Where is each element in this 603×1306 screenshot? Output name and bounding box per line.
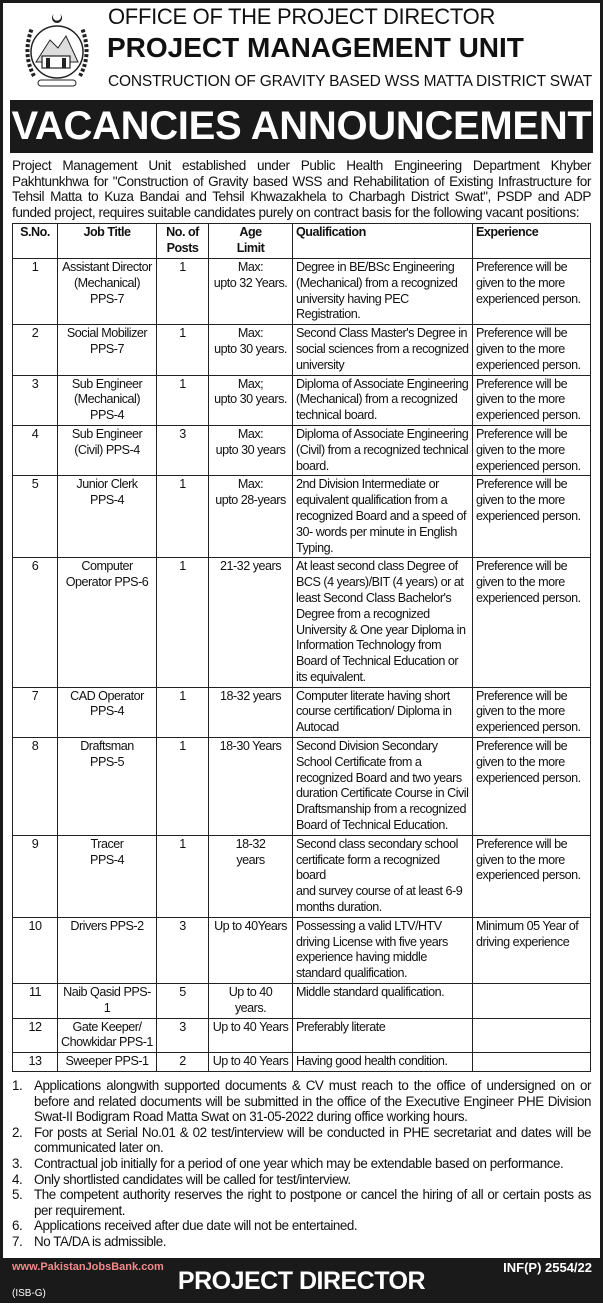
header-sno: S.No. [13, 224, 58, 259]
note-item [12, 1218, 591, 1234]
signatory: PROJECT DIRECTOR [177, 1266, 426, 1295]
cell-posts: 3 [157, 425, 209, 475]
cell-qualification: Diploma of Associate Engineering (Mechanical) from a recognized technical board. [293, 375, 473, 425]
table-header-row [13, 224, 591, 259]
note-number: 2. [12, 1124, 23, 1140]
cell-age: Up to 40 years. [209, 984, 293, 1019]
cell-experience: Preference will be given to the more experienced person. [473, 687, 591, 737]
header-age: Age Limit [209, 224, 293, 259]
cell-age: Up to 40 Years [209, 1018, 293, 1053]
note-text: Contractual job initially for a period of one year which may be extendable based on performance. [34, 1155, 564, 1171]
cell-experience: Preference will be given to the more experienced person. [473, 476, 591, 558]
cell-job-title: Tracer PPS-4 [58, 835, 157, 917]
cell-experience: Minimum 05 Year of driving experience [473, 917, 591, 983]
cell-experience: Preference will be given to the more experienced person. [473, 258, 591, 324]
notes-list [12, 1078, 591, 1258]
cell-sno: 5 [13, 476, 58, 558]
ad-body [0, 156, 603, 1258]
cell-sno: 4 [13, 425, 58, 475]
cell-posts: 1 [157, 558, 209, 687]
cell-qualification: Middle standard qualification. [293, 984, 473, 1019]
cell-posts: 1 [157, 325, 209, 375]
note-text: For posts at Serial No.01 & 02 test/interview will be conducted in PHE secretariat and dates will be communicated later on. [34, 1124, 591, 1156]
table-row [13, 984, 591, 1019]
footer-band [3, 1258, 600, 1303]
cell-sno: 9 [13, 835, 58, 917]
table-row [13, 1053, 591, 1072]
cell-qualification: 2nd Division Intermediate or equivalent qualification from a recognized Board and a speed of 30- words per minute in English Typing. [293, 476, 473, 558]
cell-job-title: Social Mobilizer PPS-7 [58, 325, 157, 375]
note-text: Applications alongwith supported documents & CV must reach to the office of undersigned on or before and related documents will be submitted in the office of the Executive Engineer PHE Division Swat-II Bodigram Road Matta Swat on 31-05-2022 during office working hours. [34, 1078, 591, 1125]
note-item [12, 1078, 591, 1125]
note-text: Only shortlisted candidates will be called for test/interview. [34, 1171, 351, 1187]
cell-job-title: Sweeper PPS-1 [58, 1053, 157, 1072]
cell-qualification: Second Division Secondary School Certificate from a recognized Board and two years duration Certificate Course in Civil Draftsmanship from a recognized Board of Technical Education. [293, 738, 473, 836]
cell-sno: 12 [13, 1018, 58, 1053]
note-number: 6. [12, 1218, 23, 1234]
note-text: No TA/DA is admissible. [34, 1233, 167, 1249]
table-row [13, 738, 591, 836]
table-row [13, 258, 591, 324]
office-title: OFFICE OF THE PROJECT DIRECTOR [108, 4, 496, 29]
cell-job-title: Drivers PPS-2 [58, 917, 157, 983]
cell-experience: Preference will be given to the more experienced person. [473, 425, 591, 475]
cell-sno: 13 [13, 1053, 58, 1072]
cell-age: Max: upto 32 Years. [209, 258, 293, 324]
cell-experience [473, 1018, 591, 1053]
cell-posts: 3 [157, 1018, 209, 1053]
government-emblem-logo [18, 6, 96, 94]
cell-sno: 8 [13, 738, 58, 836]
note-number: 7. [12, 1233, 23, 1249]
note-item [12, 1156, 591, 1172]
cell-posts: 1 [157, 476, 209, 558]
project-title: CONSTRUCTION OF GRAVITY BASED WSS MATTA DISTRICT SWAT [108, 73, 592, 90]
cell-posts: 1 [157, 258, 209, 324]
cell-qualification: At least second class Degree of BCS (4 years)/BIT (4 years) or at least Second Class Bachelor's Degree from a recognized University & One year Diploma in Information Technology from Board of Technical Education or its equivalent. [293, 558, 473, 687]
note-item [12, 1234, 591, 1250]
cell-sno: 2 [13, 325, 58, 375]
cell-sno: 6 [13, 558, 58, 687]
cell-posts: 1 [157, 835, 209, 917]
cell-posts: 1 [157, 375, 209, 425]
cell-job-title: Gate Keeper/ Chowkidar PPS-1 [58, 1018, 157, 1053]
cell-age: Up to 40 Years [209, 1053, 293, 1072]
cell-job-title: Sub Engineer (Mechanical) PPS-4 [58, 375, 157, 425]
header-qualification: Qualification [293, 224, 473, 259]
cell-posts: 2 [157, 1053, 209, 1072]
cell-experience: Preference will be given to the more experienced person. [473, 738, 591, 836]
cell-age: Max: upto 28-years [209, 476, 293, 558]
cell-job-title: Assistant Director (Mechanical) PPS-7 [58, 258, 157, 324]
table-row [13, 425, 591, 475]
cell-experience: Preference will be given to the more experienced person. [473, 835, 591, 917]
table-row [13, 687, 591, 737]
cell-sno: 1 [13, 258, 58, 324]
cell-age: 21-32 years [209, 558, 293, 687]
cell-age: 18-30 Years [209, 738, 293, 836]
cell-posts: 5 [157, 984, 209, 1019]
cell-job-title: CAD Operator PPS-4 [58, 687, 157, 737]
cell-sno: 10 [13, 917, 58, 983]
vacancies-table [12, 223, 591, 1072]
cell-age: 18-32 years [209, 687, 293, 737]
cell-job-title: Draftsman PPS-5 [58, 738, 157, 836]
note-number: 4. [12, 1171, 23, 1187]
intro-paragraph: Project Management Unit established under Public Health Engineering Department Khyber Pakhtunkhwa for "Construction of Gravity based WSS and Rehabilitation of Existing Infrastructure for Tehsil Matta to Kuza Bandai and Tehsil Khwazakhela to Charbagh District Swat", PSDP and ADP funded project, requires suitable candidates purely on contract basis for the following vacant positions: [12, 158, 591, 220]
cell-age: Max: upto 30 years [209, 425, 293, 475]
cell-qualification: Preferably literate [293, 1018, 473, 1053]
cell-experience [473, 1053, 591, 1072]
note-text: The competent authority reserves the right to postpone or cancel the hiring of all or certain posts as per requirement. [34, 1187, 591, 1218]
note-text: Applications received after due date will not be entertained. [34, 1218, 358, 1234]
cell-job-title: Naib Qasid PPS-1 [58, 984, 157, 1019]
cell-age: 18-32 years [209, 835, 293, 917]
cell-job-title: Junior Clerk PPS-4 [58, 476, 157, 558]
vacancies-banner: VACANCIES ANNOUNCEMENT [10, 100, 593, 153]
note-number: 1. [12, 1078, 23, 1094]
cell-posts: 3 [157, 917, 209, 983]
table-row [13, 375, 591, 425]
cell-qualification: Diploma of Associate Engineering (Civil) from a recognized technical board. [293, 425, 473, 475]
cell-experience: Preference will be given to the more experienced person. [473, 325, 591, 375]
cell-sno: 7 [13, 687, 58, 737]
cell-posts: 1 [157, 738, 209, 836]
table-row [13, 325, 591, 375]
cell-qualification: Possessing a valid LTV/HTV driving License with five years experience having middle standard qualification. [293, 917, 473, 983]
cell-experience: Preference will be given to the more experienced person. [473, 375, 591, 425]
ad-header [0, 0, 603, 156]
cell-age: Up to 40Years [209, 917, 293, 983]
table-row [13, 476, 591, 558]
note-item [12, 1172, 591, 1188]
cell-age: Max; upto 30 years. [209, 375, 293, 425]
cell-experience [473, 984, 591, 1019]
cell-qualification: Having good health condition. [293, 1053, 473, 1072]
cell-posts: 1 [157, 687, 209, 737]
note-number: 3. [12, 1155, 23, 1171]
unit-title: PROJECT MANAGEMENT UNIT [107, 32, 524, 63]
watermark: www.PakistanJobsBank.com [12, 1260, 164, 1273]
cell-sno: 11 [13, 984, 58, 1019]
header-job-title: Job Title [58, 224, 157, 259]
cell-qualification: Degree in BE/BSc Engineering (Mechanical) from a recognized university having PEC Registration. [293, 258, 473, 324]
cell-job-title: Sub Engineer (Civil) PPS-4 [58, 425, 157, 475]
note-item [12, 1187, 591, 1218]
agency-code: (ISB-G) [12, 1287, 46, 1299]
cell-sno: 3 [13, 375, 58, 425]
note-number: 5. [12, 1187, 23, 1203]
cell-job-title: Computer Operator PPS-6 [58, 558, 157, 687]
table-row [13, 917, 591, 983]
table-row [13, 558, 591, 687]
cell-experience: Preference will be given to the more experienced person. [473, 558, 591, 687]
note-item [12, 1125, 591, 1156]
cell-age: Max: upto 30 years. [209, 325, 293, 375]
header-experience: Experience [473, 224, 591, 259]
table-row [13, 1018, 591, 1053]
header-posts: No. of Posts [157, 224, 209, 259]
reference-number: INF(P) 2554/22 [503, 1259, 592, 1275]
cell-qualification: Computer literate having short course certification/ Diploma in Autocad [293, 687, 473, 737]
cell-qualification: Second Class Master's Degree in social sciences from a recognized university [293, 325, 473, 375]
cell-qualification: Second class secondary school certificate form a recognized board and survey course of at least 6-9 months duration. [293, 835, 473, 917]
table-row [13, 835, 591, 917]
